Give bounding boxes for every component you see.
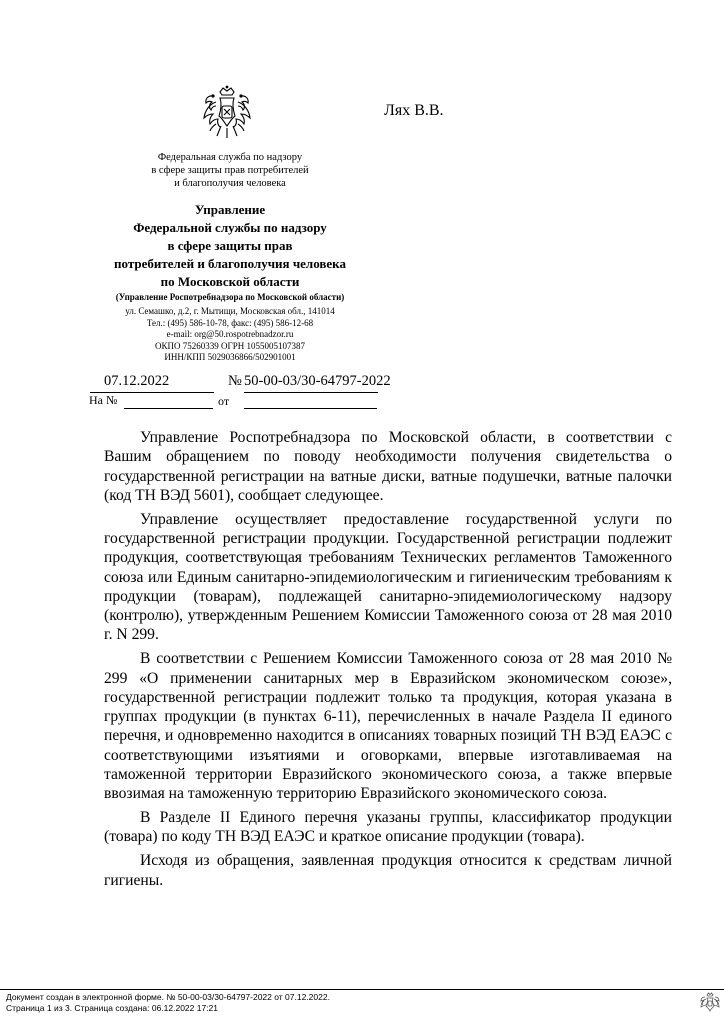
org-top-line: Федеральная служба по надзору [157,152,303,163]
body-paragraph: Управление осуществляет предоставление государственной услуги по государственной регистрации продукции. Государственной регистрации подлежит продукция, соответствующая требованиям Технических регламентов Таможенного союза или Единым санитарно-эпидемиологическим и гигиеническим требованиям к продукции (товарам), подлежащей санитарно-эпидемиологическому надзору (контролю), утвержденным Решением Комиссии Таможенного союза от 28 мая 2010 г. N 299. [104,510,672,644]
registration-number-field [244,373,391,393]
registration-date: 07.12.2022 [104,373,170,389]
footer-divider [0,989,724,990]
body-paragraph: Управление Роспотребнадзора по Московской области, в соответствии с Вашим обращением по поводу необходимости получения свидетельства о государственной регистрации на ватные диски, ватные подушечки, ватные палочки (код ТН ВЭД 5601), сообщает следующее. [104,429,672,504]
footer [6,992,330,1013]
reply-to-number-line [124,408,213,409]
body-paragraph: В Разделе II Единого перечня указаны группы, классификатор продукции (товара) по коду ТН ВЭД ЕАЭС и краткое описание продукции (товара). [104,809,672,846]
org-header-top [80,151,380,190]
body-paragraph: В соответствии с Решением Комиссии Таможенного союза от 28 мая 2010 № 299 «О применении санитарных мер в Евразийском экономическом союзе», государственной регистрации подлежит только та продукция, которая указана в группах продукции (в пунктах 6-11), перечисленных в начале Раздела II единого перечня, и одновременно находится в описаниях товарных позиций ТН ВЭД ЕАЭС с соответствующими изъятиями и оговорками, впервые изготавливаемая на таможенной территории Евразийского экономического союза, а также впервые ввозимая на таможенную территорию Евразийского экономического союза. [104,650,672,803]
number-label: № [228,373,242,389]
contact-line: ул. Семашко, д.2, г. Мытищи, Московская обл., 141014 [125,306,335,316]
footer-line: Документ создан в электронной форме. № 50-00-03/30-64797-2022 от 07.12.2022. [6,992,330,1002]
contact-line: ИНН/КПП 5029036866/502901001 [164,352,296,362]
footer-eagle-icon [700,992,720,1014]
addressee: Лях В.В. [384,102,444,119]
body-paragraph: Исходя из обращения, заявленная продукция относится к средствам личной гигиены. [104,852,672,889]
letter-body [104,428,672,894]
registration-date-field [90,373,214,393]
org-main-line: Управление [194,202,266,217]
org-top-line: в сфере защиты прав потребителей [151,165,309,176]
org-main-line: в сфере защиты прав [167,238,293,253]
registration-number: 50-00-03/30-64797-2022 [244,373,391,389]
org-contacts [80,306,380,364]
contact-line: ОКПО 75260339 ОГРН 1055005107387 [155,340,305,351]
contact-line: e-mail: org@50.rospotrebnadzor.ru [166,329,294,339]
double-headed-eagle-icon [202,84,252,140]
contact-line: Тел.: (495) 586-10-78, факс: (495) 586-12-68 [146,317,314,328]
footer-line: Страница 1 из 3. Страница создана: 06.12.2022 17:21 [6,1002,219,1013]
org-main-line: потребителей и благополучия человека [114,256,346,271]
org-short-name: (Управление Роспотребнадзора по Московской области) [115,292,345,302]
org-header-main [80,201,380,303]
org-main-line: по Московской области [160,274,300,289]
reply-to-date-label: от [218,394,230,408]
org-top-line: и благополучия человека [174,178,286,189]
reply-to-date-line [244,408,377,409]
org-main-line: Федеральной службы по надзору [133,220,327,235]
reply-to-number-label: На № [89,393,118,407]
